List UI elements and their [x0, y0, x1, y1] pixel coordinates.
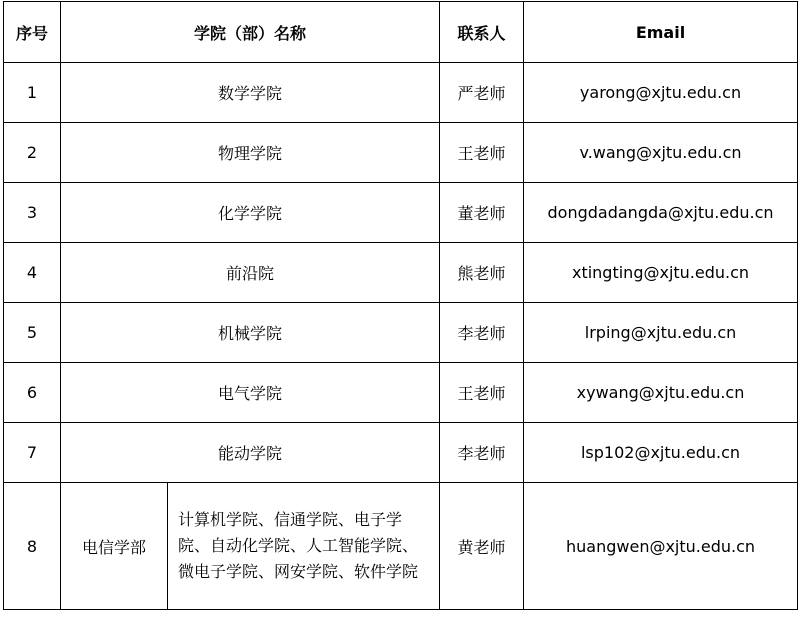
row-email: xtingting@xjtu.edu.cn	[524, 243, 798, 303]
header-email: Email	[524, 2, 798, 63]
row-email: lrping@xjtu.edu.cn	[524, 303, 798, 363]
row-contact: 黄老师	[440, 483, 524, 610]
row-email: xywang@xjtu.edu.cn	[524, 363, 798, 423]
table-row	[4, 363, 798, 423]
row-no: 4	[4, 243, 61, 303]
row-email: huangwen@xjtu.edu.cn	[524, 483, 798, 610]
row-department: 电信学部	[61, 483, 168, 610]
table-row	[4, 123, 798, 183]
row-contact: 董老师	[440, 183, 524, 243]
row-school: 前沿院	[61, 243, 440, 303]
row-school: 能动学院	[61, 423, 440, 483]
row-contact: 熊老师	[440, 243, 524, 303]
row-no: 2	[4, 123, 61, 183]
row-contact: 王老师	[440, 123, 524, 183]
row-email: dongdadangda@xjtu.edu.cn	[524, 183, 798, 243]
table-row	[4, 183, 798, 243]
row-no: 7	[4, 423, 61, 483]
header-no: 序号	[4, 2, 61, 63]
row-contact: 严老师	[440, 63, 524, 123]
row-contact: 李老师	[440, 423, 524, 483]
row-no: 3	[4, 183, 61, 243]
table-row	[4, 483, 798, 610]
row-no: 8	[4, 483, 61, 610]
row-no: 1	[4, 63, 61, 123]
table-row	[4, 63, 798, 123]
row-school: 数学学院	[61, 63, 440, 123]
row-no: 5	[4, 303, 61, 363]
row-email: lsp102@xjtu.edu.cn	[524, 423, 798, 483]
row-school-list: 计算机学院、信通学院、电子学院、自动化学院、人工智能学院、微电子学院、网安学院、软件学院	[168, 483, 440, 610]
row-school: 化学学院	[61, 183, 440, 243]
row-school: 电气学院	[61, 363, 440, 423]
header-row	[4, 2, 798, 63]
row-contact: 李老师	[440, 303, 524, 363]
table-row	[4, 243, 798, 303]
table-row	[4, 423, 798, 483]
row-email: yarong@xjtu.edu.cn	[524, 63, 798, 123]
header-contact: 联系人	[440, 2, 524, 63]
row-contact: 王老师	[440, 363, 524, 423]
header-school: 学院（部）名称	[61, 2, 440, 63]
row-no: 6	[4, 363, 61, 423]
row-school: 物理学院	[61, 123, 440, 183]
row-email: v.wang@xjtu.edu.cn	[524, 123, 798, 183]
contact-table	[3, 1, 798, 610]
table-row	[4, 303, 798, 363]
row-school: 机械学院	[61, 303, 440, 363]
